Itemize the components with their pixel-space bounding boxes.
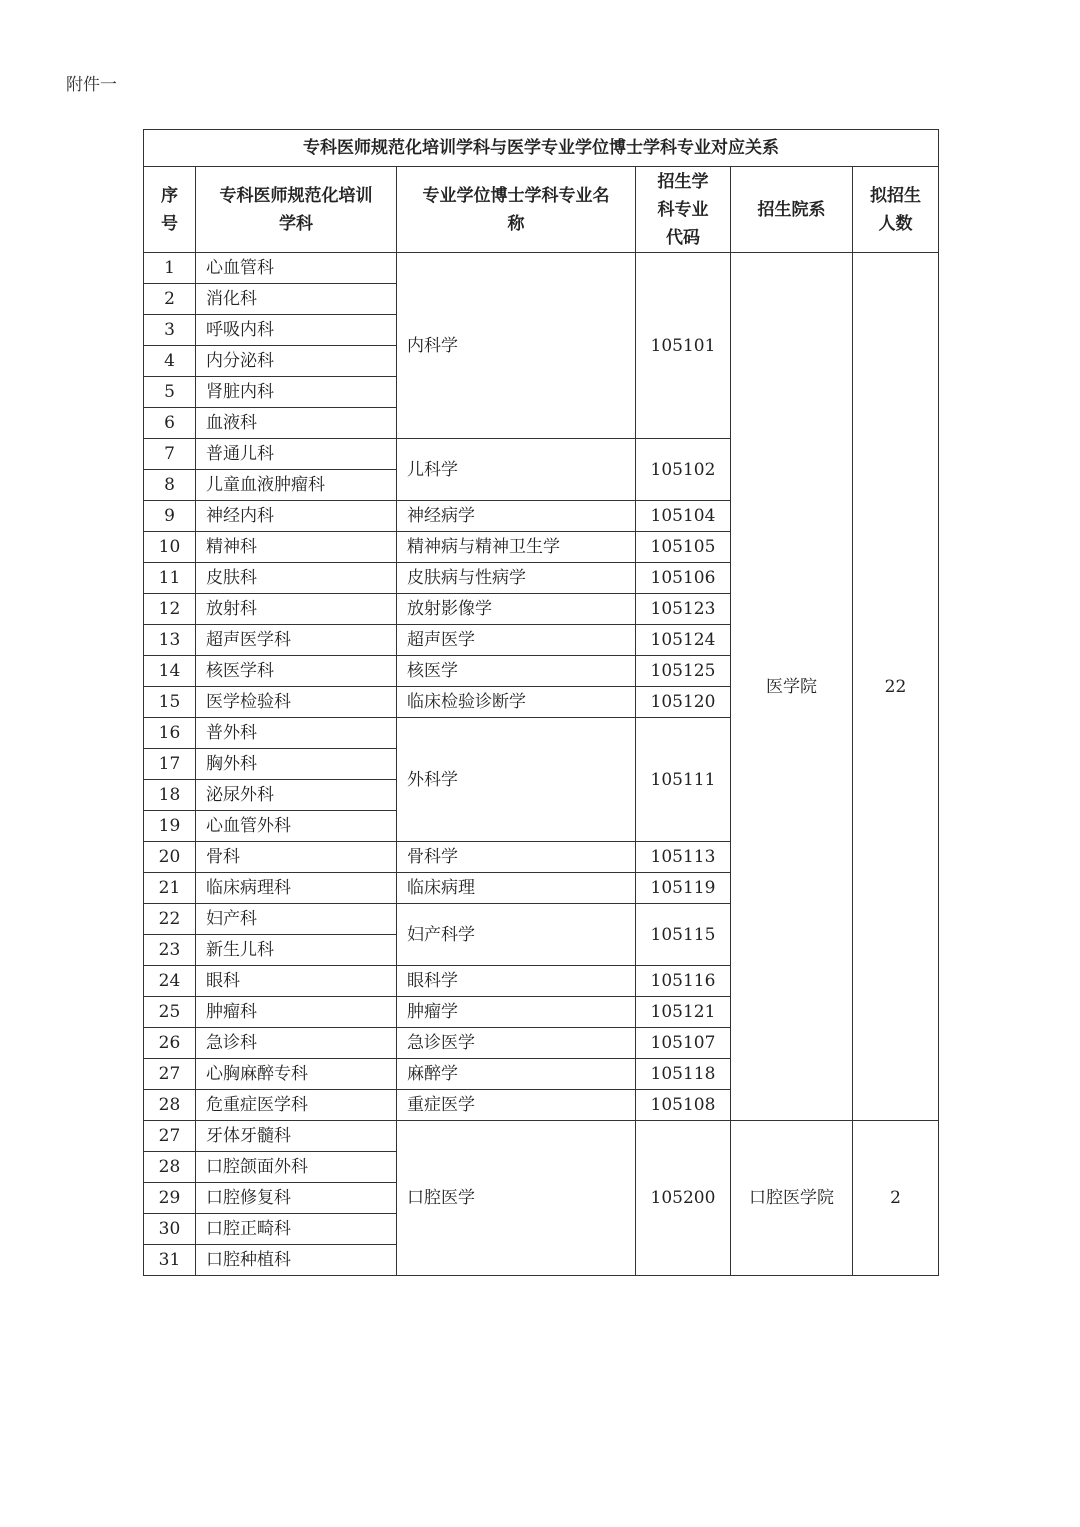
major-code-cell: 105119 [636,873,731,904]
major-name-cell: 妇产科学 [397,904,636,966]
header-doctoral-major-name: 专业学位博士学科专业名 称 [397,167,636,253]
correspondence-table [143,129,939,1276]
major-name-cell: 核医学 [397,656,636,687]
seq-cell: 30 [144,1214,196,1245]
seq-cell: 1 [144,253,196,284]
seq-cell: 10 [144,532,196,563]
seq-cell: 8 [144,470,196,501]
school-cell: 医学院 [731,253,853,1121]
subject-cell: 眼科 [196,966,397,997]
seq-cell: 20 [144,842,196,873]
major-code-cell: 105113 [636,842,731,873]
seq-cell: 3 [144,315,196,346]
major-code-cell: 105107 [636,1028,731,1059]
subject-cell: 心血管外科 [196,811,397,842]
major-code-cell: 105111 [636,718,731,842]
subject-cell: 普外科 [196,718,397,749]
seq-cell: 4 [144,346,196,377]
major-code-cell: 105124 [636,625,731,656]
major-name-cell: 临床检验诊断学 [397,687,636,718]
major-code-cell: 105125 [636,656,731,687]
subject-cell: 泌尿外科 [196,780,397,811]
major-code-cell: 105105 [636,532,731,563]
seq-cell: 9 [144,501,196,532]
major-code-cell: 105115 [636,904,731,966]
seq-cell: 27 [144,1059,196,1090]
major-name-cell: 外科学 [397,718,636,842]
major-code-cell: 105102 [636,439,731,501]
subject-cell: 放射科 [196,594,397,625]
subject-cell: 肿瘤科 [196,997,397,1028]
seq-cell: 28 [144,1090,196,1121]
major-name-cell: 口腔医学 [397,1121,636,1276]
attachment-label: 附件一 [66,75,117,95]
header-major-code: 招生学 科专业 代码 [636,167,731,253]
subject-cell: 医学检验科 [196,687,397,718]
seq-cell: 19 [144,811,196,842]
header-school: 招生院系 [731,167,853,253]
major-code-cell: 105106 [636,563,731,594]
subject-cell: 妇产科 [196,904,397,935]
seq-cell: 13 [144,625,196,656]
table-row [144,253,939,284]
subject-cell: 儿童血液肿瘤科 [196,470,397,501]
subject-cell: 新生儿科 [196,935,397,966]
major-name-cell: 临床病理 [397,873,636,904]
header-seq: 序 号 [144,167,196,253]
major-name-cell: 肿瘤学 [397,997,636,1028]
seq-cell: 27 [144,1121,196,1152]
major-code-cell: 105118 [636,1059,731,1090]
quota-cell: 2 [853,1121,939,1276]
subject-cell: 骨科 [196,842,397,873]
school-cell: 口腔医学院 [731,1121,853,1276]
seq-cell: 29 [144,1183,196,1214]
seq-cell: 24 [144,966,196,997]
seq-cell: 31 [144,1245,196,1276]
subject-cell: 心血管科 [196,253,397,284]
seq-cell: 17 [144,749,196,780]
subject-cell: 牙体牙髓科 [196,1121,397,1152]
subject-cell: 口腔颌面外科 [196,1152,397,1183]
major-code-cell: 105104 [636,501,731,532]
major-name-cell: 超声医学 [397,625,636,656]
seq-cell: 5 [144,377,196,408]
major-code-cell: 105123 [636,594,731,625]
major-name-cell: 重症医学 [397,1090,636,1121]
major-code-cell: 105108 [636,1090,731,1121]
major-code-cell: 105200 [636,1121,731,1276]
subject-cell: 口腔种植科 [196,1245,397,1276]
major-name-cell: 放射影像学 [397,594,636,625]
subject-cell: 消化科 [196,284,397,315]
major-code-cell: 105121 [636,997,731,1028]
subject-cell: 精神科 [196,532,397,563]
major-code-cell: 105120 [636,687,731,718]
subject-cell: 核医学科 [196,656,397,687]
major-name-cell: 儿科学 [397,439,636,501]
subject-cell: 口腔修复科 [196,1183,397,1214]
subject-cell: 普通儿科 [196,439,397,470]
major-name-cell: 皮肤病与性病学 [397,563,636,594]
subject-cell: 危重症医学科 [196,1090,397,1121]
subject-cell: 口腔正畸科 [196,1214,397,1245]
major-code-cell: 105101 [636,253,731,439]
major-name-cell: 内科学 [397,253,636,439]
subject-cell: 呼吸内科 [196,315,397,346]
header-row [144,167,939,253]
seq-cell: 7 [144,439,196,470]
major-code-cell: 105116 [636,966,731,997]
seq-cell: 25 [144,997,196,1028]
major-name-cell: 急诊医学 [397,1028,636,1059]
major-name-cell: 神经病学 [397,501,636,532]
seq-cell: 23 [144,935,196,966]
seq-cell: 6 [144,408,196,439]
subject-cell: 临床病理科 [196,873,397,904]
seq-cell: 11 [144,563,196,594]
subject-cell: 急诊科 [196,1028,397,1059]
major-name-cell: 眼科学 [397,966,636,997]
seq-cell: 28 [144,1152,196,1183]
seq-cell: 2 [144,284,196,315]
table-title: 专科医师规范化培训学科与医学专业学位博士学科专业对应关系 [144,130,939,167]
subject-cell: 胸外科 [196,749,397,780]
header-quota: 拟招生 人数 [853,167,939,253]
seq-cell: 14 [144,656,196,687]
quota-cell: 22 [853,253,939,1121]
seq-cell: 15 [144,687,196,718]
seq-cell: 12 [144,594,196,625]
subject-cell: 心胸麻醉专科 [196,1059,397,1090]
table-row [144,1121,939,1152]
header-training-subject: 专科医师规范化培训 学科 [196,167,397,253]
seq-cell: 18 [144,780,196,811]
seq-cell: 21 [144,873,196,904]
seq-cell: 26 [144,1028,196,1059]
seq-cell: 16 [144,718,196,749]
subject-cell: 神经内科 [196,501,397,532]
seq-cell: 22 [144,904,196,935]
subject-cell: 内分泌科 [196,346,397,377]
major-name-cell: 骨科学 [397,842,636,873]
subject-cell: 超声医学科 [196,625,397,656]
subject-cell: 皮肤科 [196,563,397,594]
subject-cell: 血液科 [196,408,397,439]
subject-cell: 肾脏内科 [196,377,397,408]
major-name-cell: 精神病与精神卫生学 [397,532,636,563]
major-name-cell: 麻醉学 [397,1059,636,1090]
